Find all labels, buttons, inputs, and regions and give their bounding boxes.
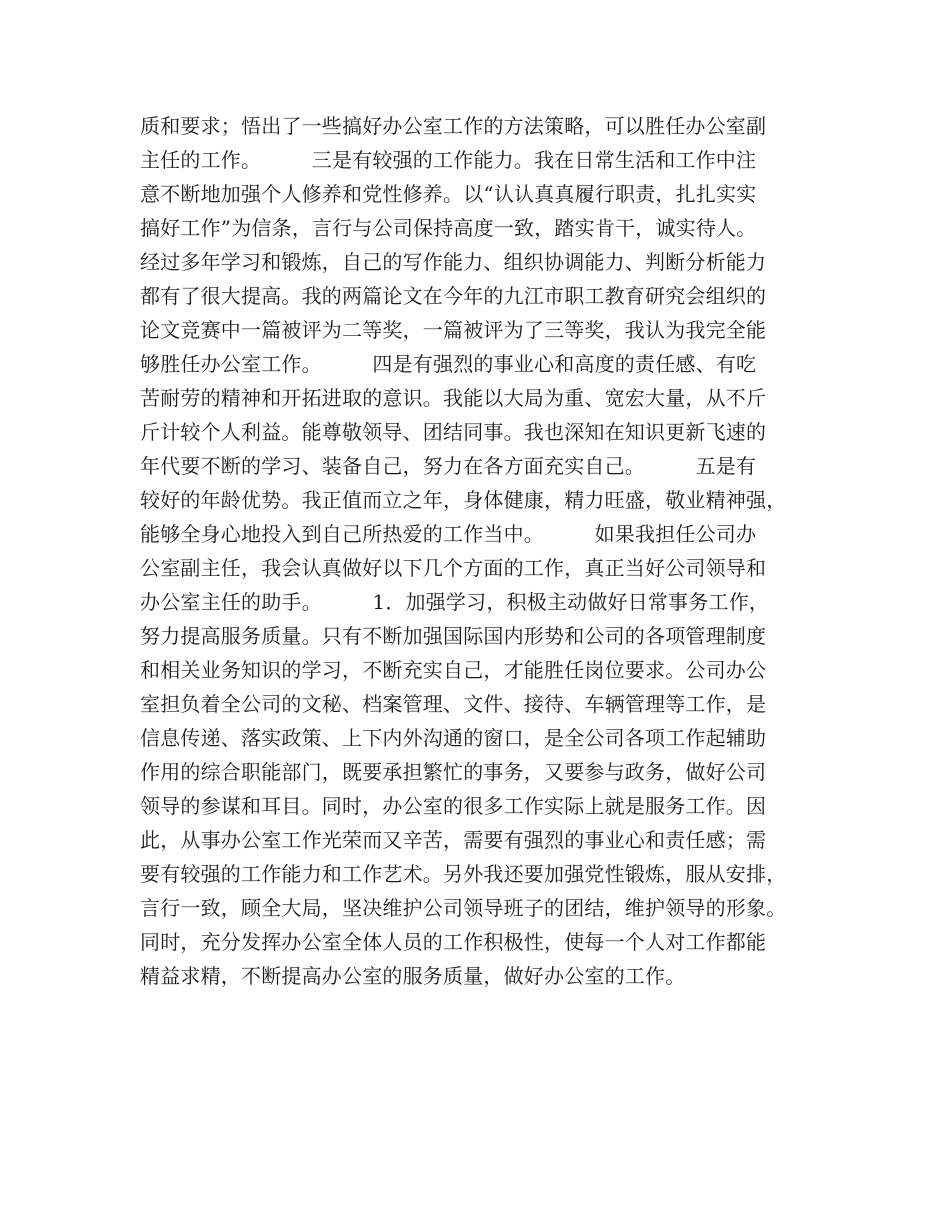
text-line: 意不断地加强个人修养和党性修养。以“认认真真履行职责，扎扎实实 <box>140 182 757 206</box>
text-line: 言行一致，顾全大局，坚决维护公司领导班子的团结，维护领导的形象。 <box>140 896 787 920</box>
text-line: 信息传递、落实政策、上下内外沟通的窗口，是全公司各项工作起辅助 <box>140 726 767 750</box>
text-line: 够胜任办公室工作。 四是有强烈的事业心和高度的责任感、有吃 <box>140 352 757 376</box>
text-line: 斤计较个人利益。能尊敬领导、团结同事。我也深知在知识更新飞速的 <box>140 420 767 444</box>
text-line: 要有较强的工作能力和工作艺术。另外我还要加强党性锻炼，服从安排， <box>140 862 787 886</box>
text-line: 同时，充分发挥办公室全体人员的工作积极性，使每一个人对工作都能 <box>140 930 767 954</box>
text-line: 努力提高服务质量。只有不断加强国际国内形势和公司的各项管理制度 <box>140 624 767 648</box>
text-line: 较好的年龄优势。我正值而立之年，身体健康，精力旺盛，敬业精神强， <box>140 488 787 512</box>
text-line: 质和要求；悟出了一些搞好办公室工作的方法策略，可以胜任办公室副 <box>140 114 767 138</box>
text-line: 公室副主任，我会认真做好以下几个方面的工作，真正当好公司领导和 <box>140 556 767 580</box>
text-line: 和相关业务知识的学习，不断充实自己，才能胜任岗位要求。公司办公 <box>140 658 767 682</box>
text-line: 能够全身心地投入到自己所热爱的工作当中。 如果我担任公司办 <box>140 522 757 546</box>
text-line: 经过多年学习和锻炼，自己的写作能力、组织协调能力、判断分析能力 <box>140 250 767 274</box>
text-line: 办公室主任的助手。 1．加强学习，积极主动做好日常事务工作， <box>140 590 770 614</box>
text-line: 此，从事办公室工作光荣而又辛苦，需要有强烈的事业心和责任感；需 <box>140 828 767 852</box>
text-line: 室担负着全公司的文秘、档案管理、文件、接待、车辆管理等工作，是 <box>140 692 767 716</box>
text-line: 年代要不断的学习、装备自己，努力在各方面充实自己。 五是有 <box>140 454 757 478</box>
text-line: 作用的综合职能部门，既要承担繁忙的事务，又要参与政务，做好公司 <box>140 760 767 784</box>
document-body <box>140 109 840 993</box>
text-line: 领导的参谋和耳目。同时，办公室的很多工作实际上就是服务工作。因 <box>140 794 767 818</box>
text-line: 主任的工作。 三是有较强的工作能力。我在日常生活和工作中注 <box>140 148 757 172</box>
text-line: 论文竞赛中一篇被评为二等奖，一篇被评为了三等奖，我认为我完全能 <box>140 318 767 342</box>
text-line: 苦耐劳的精神和开拓进取的意识。我能以大局为重、宽宏大量，从不斤 <box>140 386 767 410</box>
text-line: 精益求精，不断提高办公室的服务质量，做好办公室的工作。 <box>140 964 686 988</box>
text-line: 搞好工作”为信条，言行与公司保持高度一致，踏实肯干，诚实待人。 <box>140 216 757 240</box>
text-line: 都有了很大提高。我的两篇论文在今年的九江市职工教育研究会组织的 <box>140 284 767 308</box>
